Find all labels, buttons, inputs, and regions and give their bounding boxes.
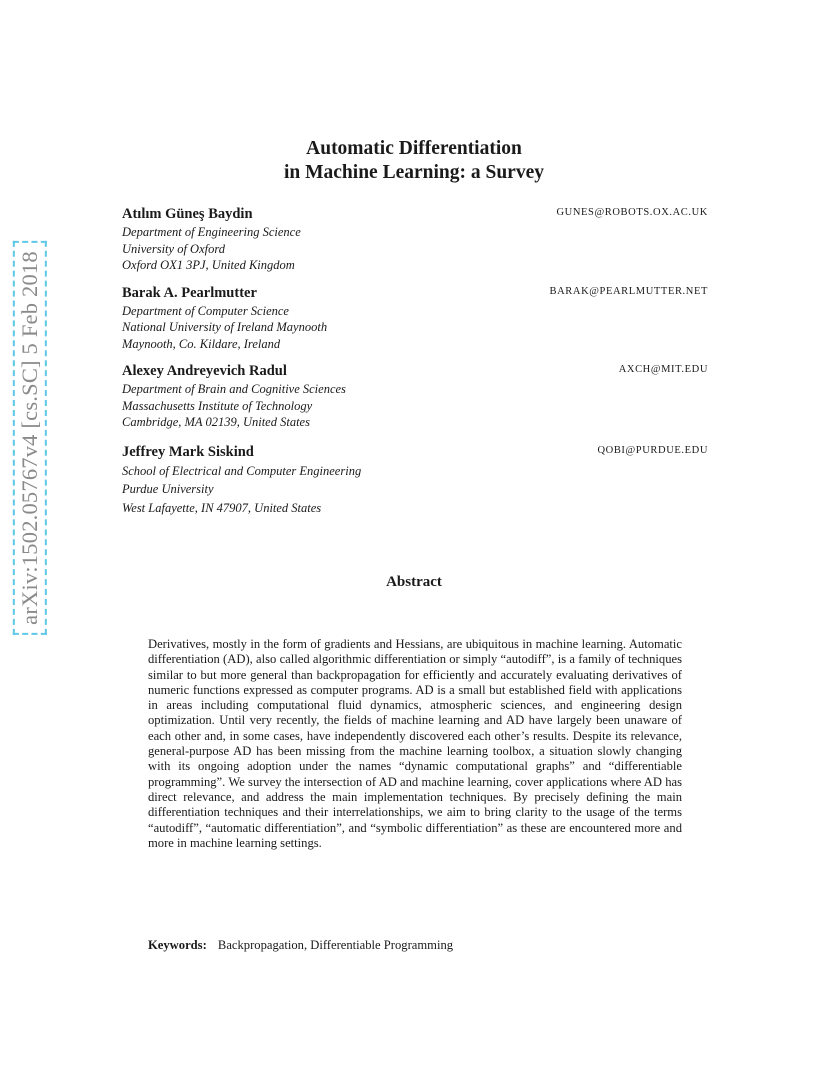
keywords-line (148, 938, 682, 953)
author-block (122, 284, 708, 353)
author-email[interactable]: GUNES@ROBOTS.OX.AC.UK (556, 207, 708, 218)
arxiv-stamp (8, 250, 52, 625)
author-name: Alexey Andreyevich Radul (122, 363, 287, 379)
author-email[interactable]: QOBI@PURDUE.EDU (597, 444, 708, 456)
title-line-2: in Machine Learning: a Survey (283, 162, 544, 183)
author-list (122, 205, 708, 525)
author-email[interactable]: BARAK@PEARLMUTTER.NET (549, 285, 708, 297)
author-name: Barak A. Pearlmutter (122, 284, 257, 301)
affiliation-line: University of Oxford (122, 241, 225, 256)
keywords-value: Backpropagation, Differentiable Programming (217, 938, 454, 952)
author-name: Atılım Güneş Baydin (122, 206, 253, 222)
affiliation-line: Maynooth, Co. Kildare, Ireland (122, 336, 281, 351)
affiliation-line: West Lafayette, IN 47907, United States (122, 500, 322, 515)
affiliation-line: Department of Engineering Science (122, 225, 301, 239)
affiliation-line: School of Electrical and Computer Engineering (122, 463, 362, 478)
affiliation-line: Massachusetts Institute of Technology (122, 398, 313, 413)
abstract-heading: Abstract (386, 574, 442, 590)
affiliation-line: Department of Computer Science (122, 303, 289, 318)
title-line-1: Automatic Differentiation (306, 138, 522, 159)
author-block (122, 443, 708, 518)
affiliation-line: National University of Ireland Maynooth (122, 320, 328, 334)
author-block (122, 362, 708, 431)
affiliation-line: Oxford OX1 3PJ, United Kingdom (122, 258, 295, 272)
abstract-body: Derivatives, mostly in the form of gradients and Hessians, are ubiquitous in machine learning. Automatic differentiation (AD), also called algorithmic differentiation or simply “autodiff”, is a family of techniques similar to but more general than backpropagation for efficiently and accurately evaluating derivatives of numeric functions expressed as computer programs. AD is a small but established field with applications in areas including computational fluid dynamics, atmospheric sciences, and engineering design optimization. Until very recently, the fields of machine learning and AD have largely been unaware of each other and, in some cases, have independently discovered each other’s results. Despite its relevance, general-purpose AD has been missing from the machine learning toolbox, a situation slowly changing with its ongoing adoption under the names “dynamic computational graphs” and “differentiable programming”. We survey the intersection of AD and machine learning, cover applications where AD has direct relevance, and address the main implementation techniques. By precisely defining the main differentiation techniques and their interrelationships, we aim to bring clarity to the usage of the terms “autodiff”, “automatic differentiation”, and “symbolic differentiation” as these are encountered more and more in machine learning settings. (148, 637, 682, 850)
paper-title (0, 137, 828, 185)
affiliation-line: Department of Brain and Cognitive Sciences (122, 382, 346, 396)
author-name: Jeffrey Mark Siskind (122, 443, 254, 460)
author-block (122, 205, 708, 274)
keywords-label: Keywords: (148, 938, 207, 952)
affiliation-line: Cambridge, MA 02139, United States (122, 415, 310, 429)
affiliation-line: Purdue University (122, 482, 214, 496)
arxiv-stamp-text[interactable]: arXiv:1502.05767v4 [cs.SC] 5 Feb 2018 (13, 241, 47, 635)
author-email[interactable]: AXCH@MIT.EDU (618, 364, 708, 375)
